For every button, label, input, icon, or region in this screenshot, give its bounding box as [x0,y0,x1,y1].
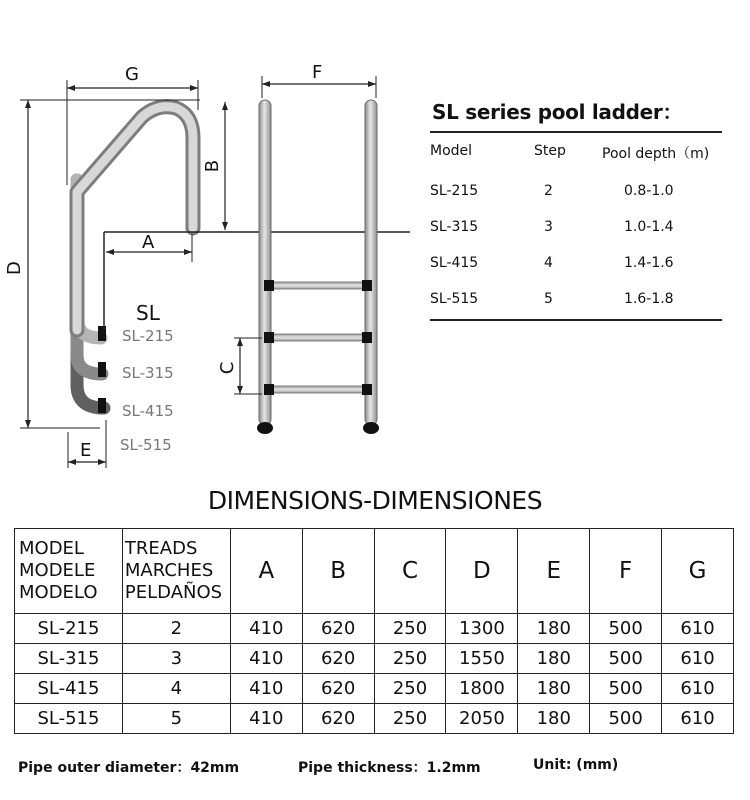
model-label-sl415: SL-415 [122,402,174,420]
spec-depth: 0.8-1.0 [624,183,674,199]
header-col-a: A [230,529,302,614]
model-label-sl515: SL-515 [120,436,172,454]
header-treads-fr: MARCHES [124,560,214,581]
dim-label-c: C [217,361,238,375]
header-treads-en: TREADS [124,538,198,559]
handrail-pipe [77,107,193,330]
model-label-sl215: SL-215 [122,327,174,345]
tread [269,386,367,393]
cell-b: 620 [302,674,374,704]
header-col-d: D [446,529,518,614]
step-clamp [98,362,106,377]
table-row [15,644,734,674]
header-col-e: E [518,529,590,614]
cell-g: 610 [662,704,734,734]
spec-panel [430,96,722,321]
dim-label-b: B [202,159,223,173]
cell-g: 610 [662,674,734,704]
header-col-b: B [302,529,374,614]
cell-a: 410 [230,644,302,674]
spec-model: SL-515 [430,291,479,307]
spec-title: SL series pool ladder： [432,100,683,124]
header-model-es: MODELO [19,582,98,603]
header-model-fr: MODELE [19,560,96,581]
right-rail [365,100,377,425]
cell-e: 180 [518,704,590,734]
tread [269,282,367,289]
cell-treads: 2 [122,614,230,644]
series-label: SL [136,301,160,325]
cell-treads: 3 [122,644,230,674]
spec-step: 4 [544,255,553,271]
dim-label-a: A [142,232,155,253]
spec-step: 2 [544,183,553,199]
cell-b: 620 [302,704,374,734]
cell-e: 180 [518,644,590,674]
dim-label-f: F [312,62,323,83]
cell-c: 250 [374,614,446,644]
header-col-c: C [374,529,446,614]
spec-row [430,281,722,317]
spec-row [430,245,722,281]
header-treads-es: PELDAÑOS [124,582,223,603]
spec-depth: 1.6-1.8 [624,291,674,307]
spec-step: 3 [544,219,553,235]
header-treads [122,529,230,614]
cell-model: SL-515 [15,704,123,734]
dim-label-d: D [4,261,25,275]
dimensions-title: DIMENSIONS-DIMENSIONES [207,486,543,515]
spec-model: SL-215 [430,183,479,199]
pipe-thickness-note: Pipe thickness：1.2mm [298,760,481,776]
cell-model: SL-415 [15,674,123,704]
spec-depth: 1.4-1.6 [624,255,674,271]
front-view [217,62,379,434]
spec-header-depth: Pool depth（m) [602,146,710,162]
side-view [4,64,410,468]
cell-treads: 5 [122,704,230,734]
model-label-sl315: SL-315 [122,364,174,382]
spec-depth: 1.0-1.4 [624,219,674,235]
cell-a: 410 [230,704,302,734]
cell-f: 500 [590,704,662,734]
dimensions-table [14,528,734,734]
cell-c: 250 [374,644,446,674]
cell-d: 2050 [446,704,518,734]
cell-e: 180 [518,614,590,644]
spec-row [430,173,722,209]
header-col-f: F [590,529,662,614]
cell-g: 610 [662,644,734,674]
header-model [15,529,123,614]
cell-d: 1300 [446,614,518,644]
cell-a: 410 [230,674,302,704]
cell-e: 180 [518,674,590,704]
cell-b: 620 [302,614,374,644]
cell-d: 1550 [446,644,518,674]
cell-f: 500 [590,674,662,704]
cell-f: 500 [590,614,662,644]
cell-c: 250 [374,704,446,734]
step-clamp [98,326,106,341]
step-clamp [98,398,106,413]
table-header-row [15,529,734,614]
spec-row [430,209,722,245]
spec-model: SL-315 [430,219,479,235]
spec-header-model: Model [430,143,473,159]
table-row [15,704,734,734]
pipe-diameter-note: Pipe outer diameter：42mm [18,760,240,776]
spec-header-step: Step [534,143,566,159]
table-row [15,614,734,644]
spec-header-row [430,133,722,173]
header-model-en: MODEL [19,538,84,559]
cell-c: 250 [374,674,446,704]
spec-model: SL-415 [430,255,479,271]
cell-b: 620 [302,644,374,674]
dim-label-g: G [125,64,139,85]
cell-a: 410 [230,614,302,644]
cell-model: SL-315 [15,644,123,674]
cell-d: 1800 [446,674,518,704]
cell-treads: 4 [122,674,230,704]
cell-f: 500 [590,644,662,674]
table-row [15,674,734,704]
header-col-g: G [662,529,734,614]
unit-note: Unit: (mm) [533,757,619,773]
spec-step: 5 [544,291,553,307]
cell-model: SL-215 [15,614,123,644]
dim-label-e: E [80,440,92,461]
left-rail [259,100,271,425]
tread [269,334,367,341]
cell-g: 610 [662,614,734,644]
